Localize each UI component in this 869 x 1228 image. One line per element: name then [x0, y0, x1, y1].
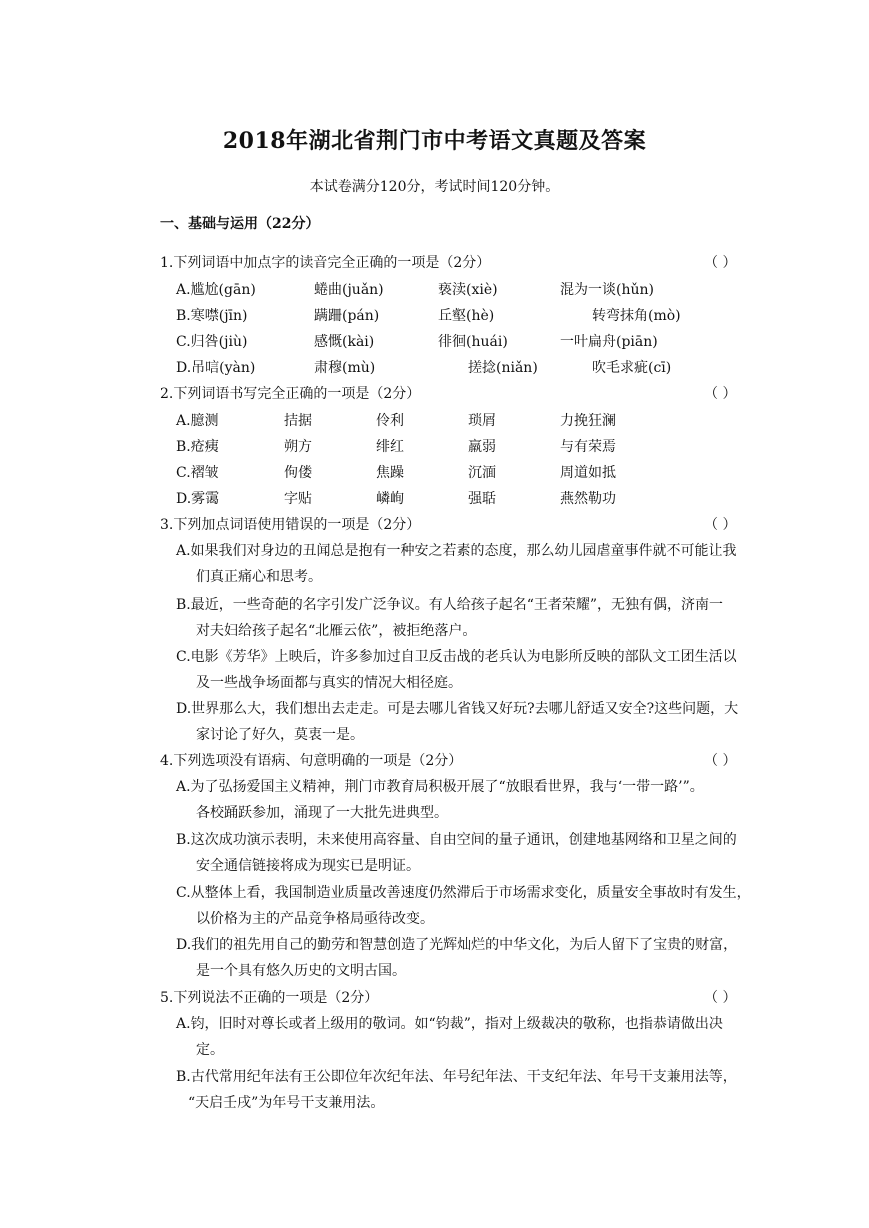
- option-a-line-cont: 定。: [196, 1042, 224, 1058]
- option-b-line-cont: 安全通信链接将成为现实已是明证。: [196, 858, 420, 874]
- option-b-item: 绯红: [376, 439, 404, 455]
- option-d-item: D.吊唁(yàn): [176, 360, 256, 376]
- option-a-line-cont: 们真正痛心和思考。: [196, 569, 322, 585]
- answer-blank: （ ）: [704, 517, 737, 533]
- option-c-item: 焦躁: [376, 465, 404, 481]
- option-a-item: 力挽狂澜: [560, 413, 616, 429]
- option-d-item: D.雾霭: [176, 491, 220, 507]
- option-a-item: 伶利: [376, 413, 404, 429]
- option-d-item: 吹毛求疵(cī): [592, 360, 672, 376]
- option-c-item: C.褶皱: [176, 465, 219, 481]
- option-a-item: A.臆测: [176, 413, 219, 429]
- option-d-line-cont: 是一个具有悠久历史的文明古国。: [196, 963, 406, 979]
- answer-blank: （ ）: [704, 255, 737, 271]
- option-b-item: 蹒跚(pán): [314, 308, 380, 324]
- option-b-item: 转弯抹角(mò): [592, 308, 681, 324]
- exam-info: 本试卷满分120分，考试时间120分钟。: [309, 179, 560, 195]
- option-c-line: C.电影《芳华》上映后，许多参加过自卫反击战的老兵认为电影所反映的部队文工团生活以: [176, 649, 737, 665]
- option-b-line: B.最近，一些奇葩的名字引发广泛争议。有人给孩子起名“王者荣耀”，无独有偶，济南一: [176, 597, 724, 613]
- option-b-item: 丘壑(hè): [438, 308, 495, 324]
- option-a-line: A.为了弘扬爱国主义精神，荆门市教育局积极开展了“放眼看世界，我与‘一带一路’”。: [176, 779, 704, 795]
- answer-blank: （ ）: [704, 753, 737, 769]
- section-heading: 一、基础与运用（22分）: [160, 216, 320, 232]
- option-b-line: B.这次成功演示表明，未来使用高容量、自由空间的量子通讯，创建地基网络和卫星之间的: [176, 832, 737, 848]
- option-b-item: 朔方: [284, 439, 312, 455]
- option-c-line-cont: 以价格为主的产品竞争格局亟待改变。: [196, 911, 434, 927]
- option-d-item: 搓捻(niǎn): [468, 360, 538, 376]
- option-a-item: A.尴尬(gān): [176, 282, 256, 298]
- option-a-item: 琐屑: [468, 413, 496, 429]
- answer-blank: （ ）: [704, 990, 737, 1006]
- page-title: 2018年湖北省荆门市中考语文真题及答案: [222, 128, 647, 154]
- option-d-line-cont: 家讨论了好久，莫衷一是。: [196, 727, 364, 743]
- option-a-item: 蜷曲(juǎn): [314, 282, 384, 298]
- question-4-stem: 4.下列选项没有语病、句意明确的一项是（2分）: [160, 753, 463, 769]
- option-a-item: 亵渎(xiè): [438, 282, 498, 298]
- question-2-stem: 2.下列词语书写完全正确的一项是（2分）: [160, 386, 421, 402]
- option-c-item: C.归咎(jiù): [176, 334, 248, 350]
- option-d-item: 嶙峋: [376, 491, 404, 507]
- option-c-line: C.从整体上看，我国制造业质量改善速度仍然滞后于市场需求变化，质量安全事故时有发生，: [176, 885, 751, 901]
- option-d-item: 强聒: [468, 491, 496, 507]
- option-c-item: 佝偻: [284, 465, 312, 481]
- option-a-line: A.钧，旧时对尊长或者上级用的敬词。如“钧裁”，指对上级裁决的敬称，也指恭请做出决: [176, 1016, 723, 1032]
- option-b-line: B.古代常用纪年法有王公即位年次纪年法、年号纪年法、干支纪年法、年号干支兼用法等，: [176, 1069, 737, 1085]
- question-3-stem: 3.下列加点词语使用错误的一项是（2分）: [160, 517, 421, 533]
- question-1-stem: 1.下列词语中加点字的读音完全正确的一项是（2分）: [160, 255, 491, 271]
- option-d-line: D.世界那么大，我们想出去走走。可是去哪儿省钱又好玩?去哪儿舒适又安全?这些问题，大: [176, 701, 739, 717]
- option-b-item: 与有荣焉: [560, 439, 616, 455]
- option-c-item: 一叶扁舟(piān): [560, 334, 658, 350]
- option-b-item: 羸弱: [468, 439, 496, 455]
- option-b-item: B.疮痍: [176, 439, 219, 455]
- option-a-item: 混为一谈(hǔn): [560, 282, 654, 298]
- option-a-item: 拮据: [284, 413, 312, 429]
- option-c-item: 周道如抵: [560, 465, 616, 481]
- option-c-item: 感慨(kài): [314, 334, 375, 350]
- answer-blank: （ ）: [704, 386, 737, 402]
- option-a-line-cont: 各校踊跃参加，涌现了一大批先进典型。: [196, 805, 448, 821]
- option-a-line: A.如果我们对身边的丑闻总是抱有一种安之若素的态度，那么幼儿园虐童事件就不可能让我: [176, 543, 737, 559]
- option-d-item: 字贴: [284, 491, 312, 507]
- option-d-item: 肃穆(mù): [314, 360, 376, 376]
- option-d-item: 燕然勒功: [560, 491, 616, 507]
- option-d-line: D.我们的祖先用自己的勤劳和智慧创造了光辉灿烂的中华文化，为后人留下了宝贵的财富，: [176, 937, 738, 953]
- option-c-item: 沉湎: [468, 465, 496, 481]
- option-b-item: B.寒噤(jīn): [176, 308, 248, 324]
- option-c-item: 徘徊(huái): [438, 334, 508, 350]
- option-c-line-cont: 及一些战争场面都与真实的情况大相径庭。: [196, 675, 462, 691]
- option-b-line-cont: “天启壬戌”为年号干支兼用法。: [188, 1095, 385, 1111]
- question-5-stem: 5.下列说法不正确的一项是（2分）: [160, 990, 379, 1006]
- option-b-line-cont: 对夫妇给孩子起名“北雁云依”，被拒绝落户。: [196, 623, 477, 639]
